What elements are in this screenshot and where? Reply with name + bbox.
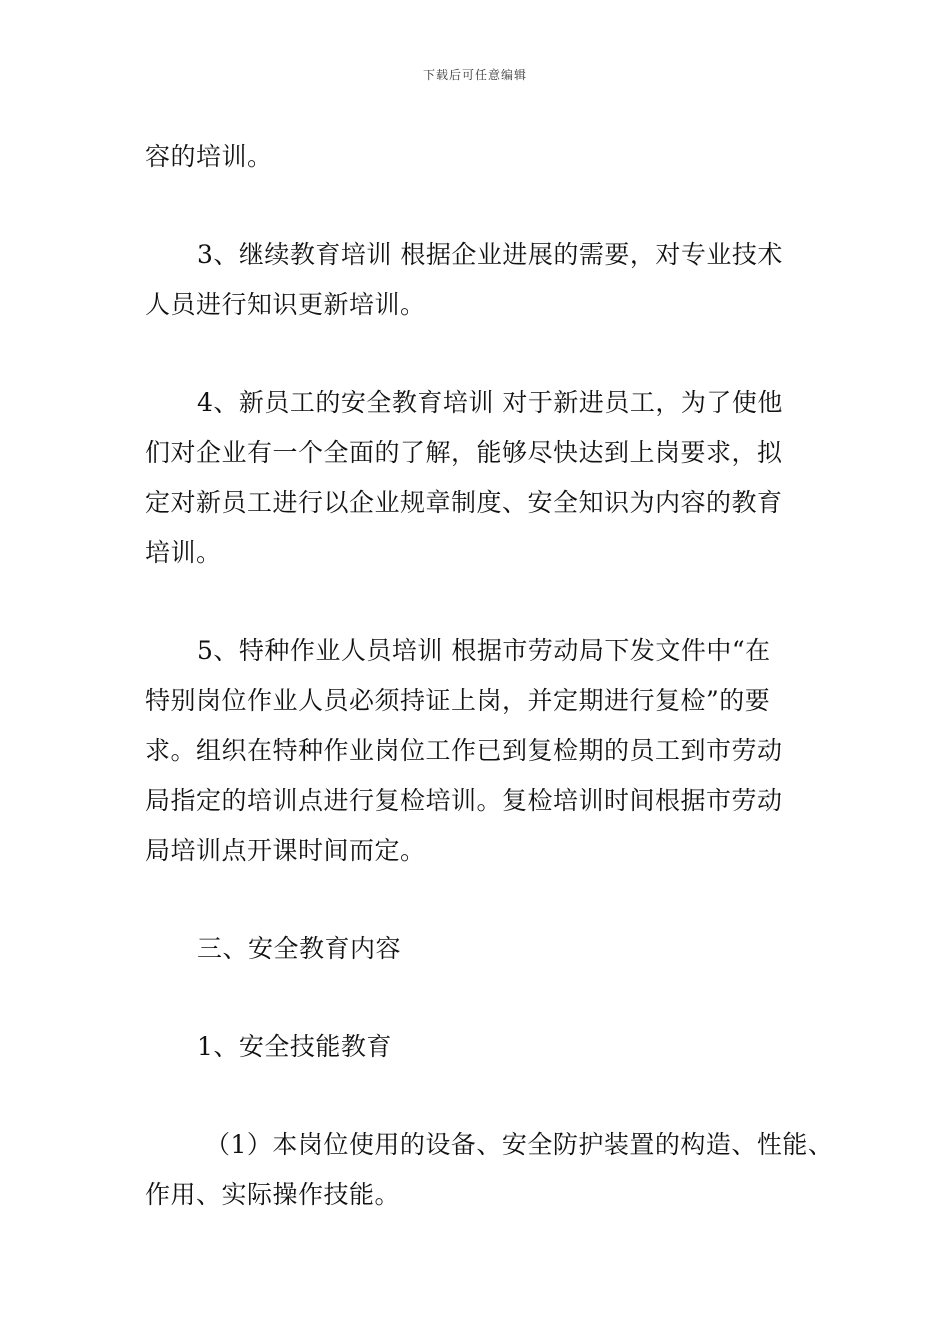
page-header: 下载后可任意编辑 xyxy=(422,68,527,82)
document-body xyxy=(145,132,834,1268)
text-line: 5、特种作业人员培训 根据市劳动局下发文件中“在 xyxy=(197,636,771,665)
text-line: 三、安全教育内容 xyxy=(197,934,402,963)
text-line: 人员进行知识更新培训。 xyxy=(145,290,426,319)
paragraph xyxy=(145,132,825,182)
paragraph xyxy=(145,378,825,578)
text-line: 4、新员工的安全教育培训 对于新进员工，为了使他 xyxy=(197,388,783,417)
subsection-heading xyxy=(145,1022,825,1072)
text-line: 容的培训。 xyxy=(145,142,273,171)
paragraph xyxy=(145,626,825,876)
text-line: 1、安全技能教育 xyxy=(197,1032,392,1061)
text-line: 特别岗位作业人员必须持证上岗，并定期进行复检”的要 xyxy=(145,686,771,715)
text-line: 培训。 xyxy=(145,538,222,567)
text-line: 求。组织在特种作业岗位工作已到复检期的员工到市劳动 xyxy=(145,736,783,765)
section-heading xyxy=(145,924,825,974)
text-line: 局指定的培训点进行复检培训。复检培训时间根据市劳动 xyxy=(145,786,783,815)
text-line: 们对企业有一个全面的了解，能够尽快达到上岗要求，拟 xyxy=(145,438,783,467)
text-line: （1）本岗位使用的设备、安全防护装置的构造、性能、 xyxy=(205,1130,834,1159)
paragraph xyxy=(145,230,825,330)
text-line: 作用、实际操作技能。 xyxy=(145,1180,401,1209)
text-line: 3、继续教育培训 根据企业进展的需要，对专业技术 xyxy=(197,240,783,269)
text-line: 定对新员工进行以企业规章制度、安全知识为内容的教育 xyxy=(145,488,783,517)
text-line: 局培训点开课时间而定。 xyxy=(145,836,426,865)
paragraph xyxy=(145,1120,834,1220)
